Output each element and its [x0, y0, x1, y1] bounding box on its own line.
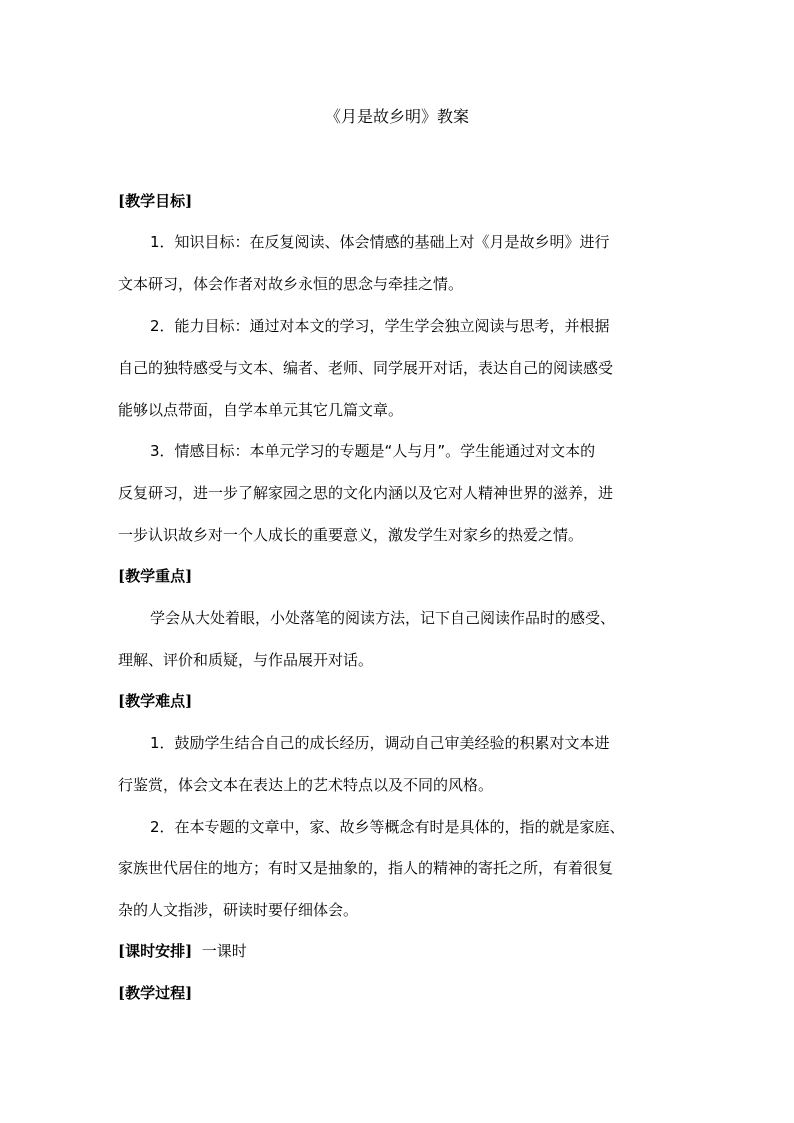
difficulties-line: 杂的人文指涉，研读时要仔细体会。 [118, 901, 359, 919]
goals-line: 反复研习，进一步了解家园之思的文化内涵以及它对人精神世界的滋养，进 [118, 484, 614, 502]
schedule-spacer [192, 942, 202, 960]
goals-line: 3．情感目标：本单元学习的专题是“人与月”。学生能通过对文本的 [150, 442, 596, 460]
key-points-line: 理解、评价和质疑，与作品展开对话。 [118, 651, 374, 669]
goals-line: 一步认识故乡对一个人成长的重要意义，激发学生对家乡的热爱之情。 [118, 526, 584, 544]
key-points-heading: [教学重点] [118, 567, 193, 585]
goals-line: 1．知识目标：在反复阅读、体会情感的基础上对《月是故乡明》进行 [150, 233, 610, 251]
page-title: 《月是故乡明》教案 [324, 107, 469, 126]
difficulties-line: 2．在本专题的文章中，家、故乡等概念有时是具体的，指的就是家庭、 [150, 818, 625, 836]
goals-line: 2．能力目标：通过对本文的学习，学生学会独立阅读与思考，并根据 [150, 317, 610, 335]
schedule-heading: [课时安排] [118, 942, 193, 960]
goals-line: 自己的独特感受与文本、编者、老师、同学展开对话，表达自己的阅读感受 [118, 359, 614, 377]
difficulties-line: 1．鼓励学生结合自己的成长经历，调动自己审美经验的积累对文本进 [150, 734, 610, 752]
goals-line: 文本研习，体会作者对故乡永恒的思念与牵挂之情。 [118, 275, 464, 293]
key-points-line: 学会从大处着眼，小处落笔的阅读方法，记下自己阅读作品时的感受、 [150, 609, 616, 627]
schedule-row [118, 941, 247, 961]
process-heading: [教学过程] [118, 984, 193, 1002]
goals-line: 能够以点带面，自学本单元其它几篇文章。 [118, 401, 404, 419]
goals-heading: [教学目标] [118, 192, 193, 210]
schedule-value: 一课时 [201, 942, 247, 960]
difficulties-line: 家族世代居住的地方；有时又是抽象的，指人的精神的寄托之所，有着很复 [118, 859, 614, 877]
difficulties-heading: [教学难点] [118, 692, 193, 710]
difficulties-line: 行鉴赏，体会文本在表达上的艺术特点以及不同的风格。 [118, 776, 494, 794]
